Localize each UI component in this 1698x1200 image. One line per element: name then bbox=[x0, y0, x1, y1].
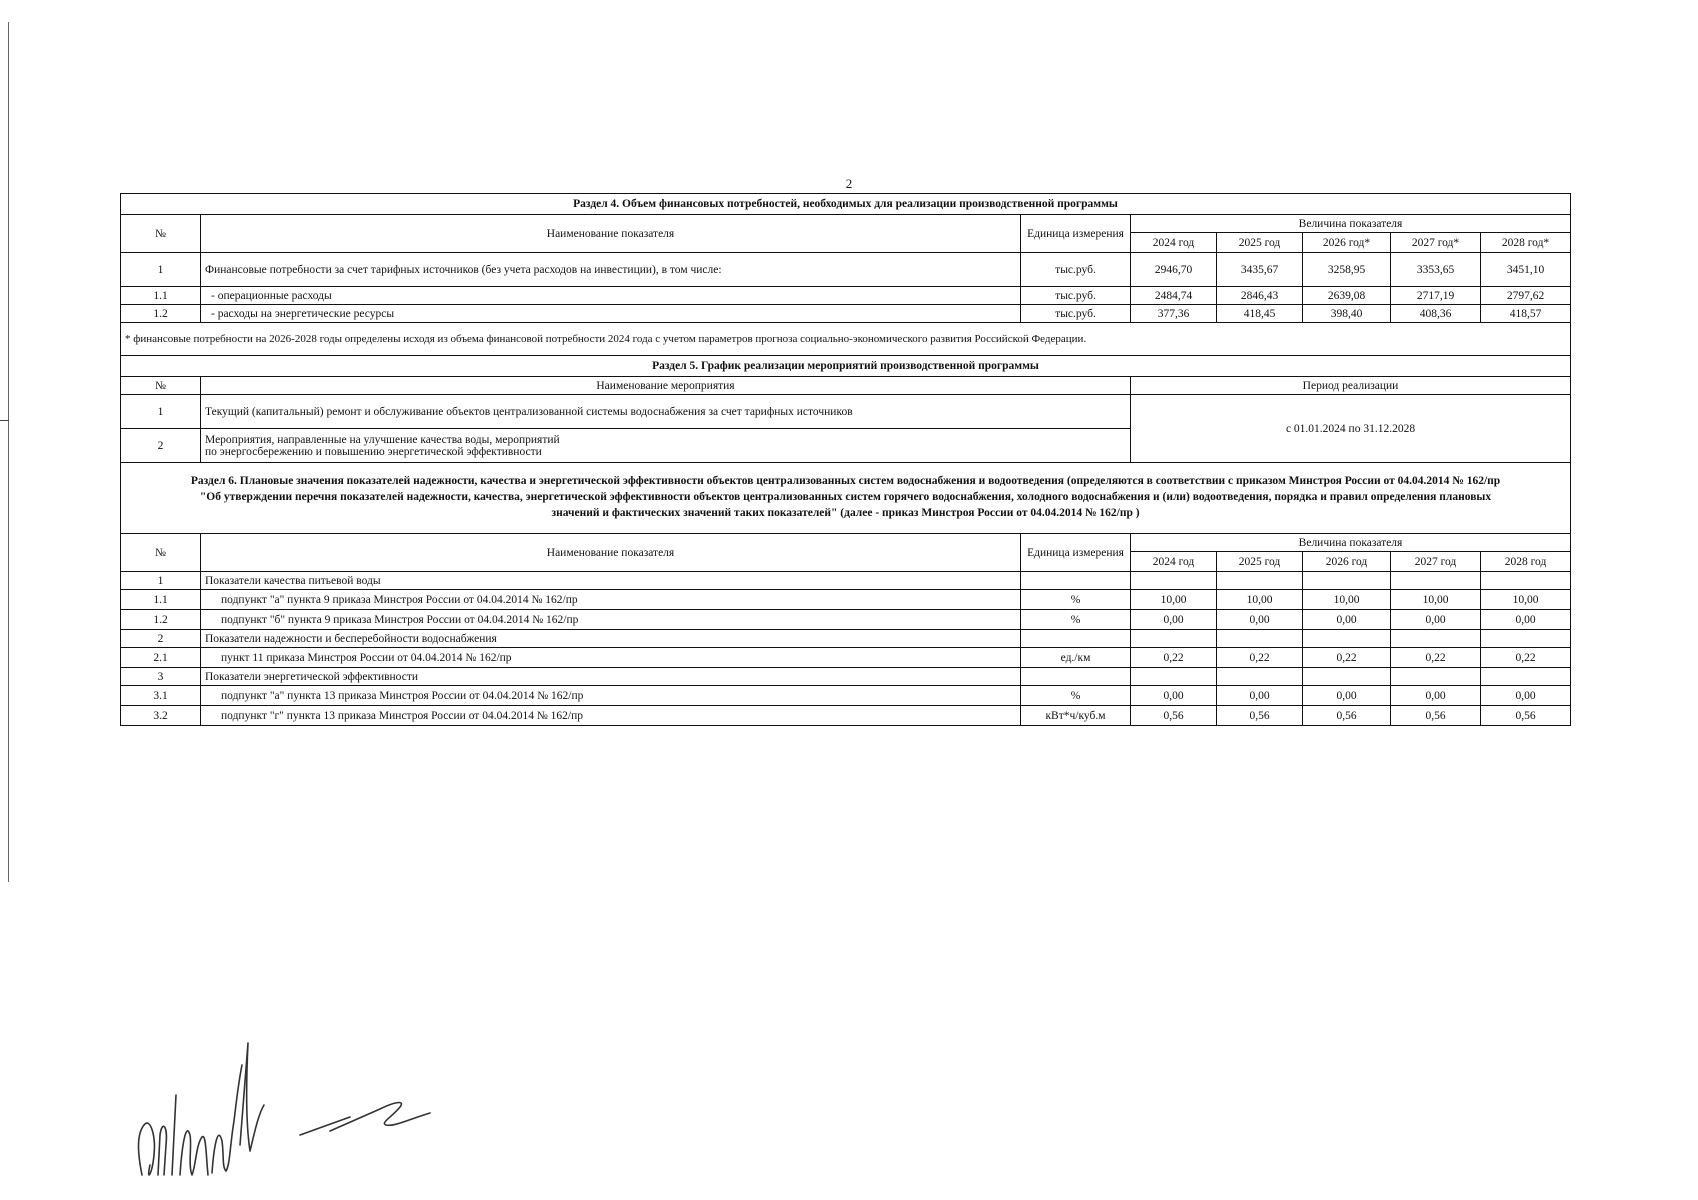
table-row bbox=[121, 630, 1571, 648]
section6-title-line: "Об утверждении перечня показателей надежности, качества, энергетической эффективности объектов централизованных систем горячего водоснабжения, холодного водоснабжения и (или) водоотведения, порядка и правил определения плановых bbox=[199, 491, 1492, 503]
row-value: 0,00 bbox=[1217, 610, 1303, 630]
signature-2 bbox=[300, 1103, 430, 1135]
signature-area bbox=[130, 1025, 490, 1195]
row-number: 1.2 bbox=[121, 305, 201, 323]
row-value: 10,00 bbox=[1391, 590, 1481, 610]
row-value: 0,00 bbox=[1131, 686, 1217, 706]
row-name: подпункт "г" пункта 13 приказа Минстроя России от 04.04.2014 № 162/пр bbox=[201, 706, 1021, 726]
row-value: 2946,70 bbox=[1131, 253, 1217, 287]
row-number: 1.1 bbox=[121, 590, 201, 610]
row-value: 418,45 bbox=[1217, 305, 1303, 323]
table-row bbox=[121, 395, 1571, 429]
table-row bbox=[121, 668, 1571, 686]
row-name: Показатели надежности и бесперебойности водоснабжения bbox=[201, 630, 1021, 648]
row-name: Текущий (капитальный) ремонт и обслуживание объектов централизованной системы водоснабжения за счет тарифных источников bbox=[201, 395, 1131, 429]
row-name bbox=[201, 429, 1131, 463]
row-name-line: по энергосбережению и повышению энергетической эффективности bbox=[205, 445, 542, 458]
main-table bbox=[120, 193, 1571, 726]
row-unit: % bbox=[1021, 610, 1131, 630]
section4-col-unit: Единица измерения bbox=[1021, 215, 1131, 253]
row-value: 377,36 bbox=[1131, 305, 1217, 323]
row-unit: кВт*ч/куб.м bbox=[1021, 706, 1131, 726]
section6-year: 2028 год bbox=[1481, 552, 1571, 572]
section4-col-name: Наименование показателя bbox=[201, 215, 1021, 253]
row-number: 1 bbox=[121, 572, 201, 590]
page-number: 2 bbox=[845, 176, 853, 191]
row-number: 3.2 bbox=[121, 706, 201, 726]
row-number: 2 bbox=[121, 429, 201, 463]
row-value: 3451,10 bbox=[1481, 253, 1571, 287]
table-row bbox=[121, 572, 1571, 590]
row-value: 0,00 bbox=[1391, 610, 1481, 630]
row-name: подпункт "б" пункта 9 приказа Минстроя России от 04.04.2014 № 162/пр bbox=[201, 610, 1021, 630]
row-unit: % bbox=[1021, 590, 1131, 610]
row-unit: тыс.руб. bbox=[1021, 305, 1131, 323]
row-name: Финансовые потребности за счет тарифных источников (без учета расходов на инвестиции), в том числе: bbox=[201, 253, 1021, 287]
section4-year: 2028 год* bbox=[1481, 233, 1571, 253]
table-row bbox=[121, 305, 1571, 323]
signature-1 bbox=[139, 1043, 265, 1175]
row-number: 1.1 bbox=[121, 287, 201, 305]
section4-footnote: * финансовые потребности на 2026-2028 годы определены исходя из объема финансовой потребности 2024 года с учетом параметров прогноза социально-экономического развития Российской Федерации. bbox=[121, 323, 1571, 356]
table-row bbox=[121, 686, 1571, 706]
row-value: 2797,62 bbox=[1481, 287, 1571, 305]
row-value: 10,00 bbox=[1481, 590, 1571, 610]
row-value: 0,00 bbox=[1481, 686, 1571, 706]
row-number: 2 bbox=[121, 630, 201, 648]
row-value: 2717,19 bbox=[1391, 287, 1481, 305]
row-name: - операционные расходы bbox=[201, 287, 1021, 305]
row-name: подпункт "а" пункта 13 приказа Минстроя России от 04.04.2014 № 162/пр bbox=[201, 686, 1021, 706]
row-unit: % bbox=[1021, 686, 1131, 706]
row-number: 3 bbox=[121, 668, 201, 686]
section6-col-num: № bbox=[121, 534, 201, 572]
section5-period: с 01.01.2024 по 31.12.2028 bbox=[1131, 395, 1571, 463]
section6-col-name: Наименование показателя bbox=[201, 534, 1021, 572]
section4-title: Раздел 4. Объем финансовых потребностей, необходимых для реализации производственной программы bbox=[121, 194, 1571, 215]
row-value: 418,57 bbox=[1481, 305, 1571, 323]
section6-col-value: Величина показателя bbox=[1131, 534, 1571, 552]
row-unit: ед./км bbox=[1021, 648, 1131, 668]
row-value: 2639,08 bbox=[1303, 287, 1391, 305]
section5-col-num: № bbox=[121, 377, 201, 395]
row-value: 398,40 bbox=[1303, 305, 1391, 323]
section6-year: 2025 год bbox=[1217, 552, 1303, 572]
section6-title bbox=[121, 463, 1571, 534]
row-value: 3353,65 bbox=[1391, 253, 1481, 287]
row-number: 3.1 bbox=[121, 686, 201, 706]
section4-year: 2025 год bbox=[1217, 233, 1303, 253]
row-value: 10,00 bbox=[1303, 590, 1391, 610]
table-row bbox=[121, 590, 1571, 610]
row-name-line: Мероприятия, направленные на улучшение качества воды, мероприятий bbox=[205, 433, 560, 446]
table-row bbox=[121, 253, 1571, 287]
row-value: 0,56 bbox=[1131, 706, 1217, 726]
row-number: 1.2 bbox=[121, 610, 201, 630]
row-name: - расходы на энергетические ресурсы bbox=[201, 305, 1021, 323]
row-value: 2484,74 bbox=[1131, 287, 1217, 305]
row-value: 0,22 bbox=[1391, 648, 1481, 668]
section6-title-line: Раздел 6. Плановые значения показателей надежности, качества и энергетической эффективности объектов централизованных систем водоснабжения и водоотведения (определяются в соответствии с приказом Минстроя России от 04.04.2014 № 162/пр bbox=[190, 475, 1501, 487]
row-value: 0,00 bbox=[1303, 610, 1391, 630]
section5-col-period: Период реализации bbox=[1131, 377, 1571, 395]
row-value: 0,56 bbox=[1481, 706, 1571, 726]
row-value: 3258,95 bbox=[1303, 253, 1391, 287]
row-value: 0,56 bbox=[1217, 706, 1303, 726]
document-sheet bbox=[120, 193, 1570, 726]
section4-year: 2026 год* bbox=[1303, 233, 1391, 253]
scan-margin-tick bbox=[0, 420, 9, 421]
row-name: Показатели энергетической эффективности bbox=[201, 668, 1021, 686]
row-name: подпункт "а" пункта 9 приказа Минстроя России от 04.04.2014 № 162/пр bbox=[201, 590, 1021, 610]
row-unit: тыс.руб. bbox=[1021, 287, 1131, 305]
row-value: 0,00 bbox=[1131, 610, 1217, 630]
section4-col-num: № bbox=[121, 215, 201, 253]
table-row bbox=[121, 706, 1571, 726]
row-value: 0,22 bbox=[1481, 648, 1571, 668]
section6-year: 2027 год bbox=[1391, 552, 1481, 572]
section6-col-unit: Единица измерения bbox=[1021, 534, 1131, 572]
row-value: 0,00 bbox=[1481, 610, 1571, 630]
row-value: 0,00 bbox=[1303, 686, 1391, 706]
section6-title-line: значений и фактических значений таких показателей" (далее - приказ Минстроя России от 04.04.2014 № 162/пр ) bbox=[551, 507, 1140, 519]
table-row bbox=[121, 648, 1571, 668]
row-number: 1 bbox=[121, 395, 201, 429]
row-number: 1 bbox=[121, 253, 201, 287]
row-value: 0,00 bbox=[1391, 686, 1481, 706]
row-value: 3435,67 bbox=[1217, 253, 1303, 287]
row-value: 10,00 bbox=[1131, 590, 1217, 610]
section4-year: 2024 год bbox=[1131, 233, 1217, 253]
section6-year: 2026 год bbox=[1303, 552, 1391, 572]
row-unit: тыс.руб. bbox=[1021, 253, 1131, 287]
row-value: 0,56 bbox=[1303, 706, 1391, 726]
row-value: 0,00 bbox=[1217, 686, 1303, 706]
row-value: 0,56 bbox=[1391, 706, 1481, 726]
section6-year: 2024 год bbox=[1131, 552, 1217, 572]
row-value: 0,22 bbox=[1217, 648, 1303, 668]
row-name: Показатели качества питьевой воды bbox=[201, 572, 1021, 590]
scan-margin-line bbox=[8, 22, 9, 882]
row-value: 2846,43 bbox=[1217, 287, 1303, 305]
row-value: 0,22 bbox=[1303, 648, 1391, 668]
row-value: 408,36 bbox=[1391, 305, 1481, 323]
table-row bbox=[121, 610, 1571, 630]
row-name: пункт 11 приказа Минстроя России от 04.04.2014 № 162/пр bbox=[201, 648, 1021, 668]
table-row bbox=[121, 287, 1571, 305]
section4-col-value: Величина показателя bbox=[1131, 215, 1571, 233]
section5-title: Раздел 5. График реализации мероприятий производственной программы bbox=[121, 356, 1571, 377]
row-number: 2.1 bbox=[121, 648, 201, 668]
row-value: 0,22 bbox=[1131, 648, 1217, 668]
section5-col-name: Наименование мероприятия bbox=[201, 377, 1131, 395]
section4-year: 2027 год* bbox=[1391, 233, 1481, 253]
row-value: 10,00 bbox=[1217, 590, 1303, 610]
